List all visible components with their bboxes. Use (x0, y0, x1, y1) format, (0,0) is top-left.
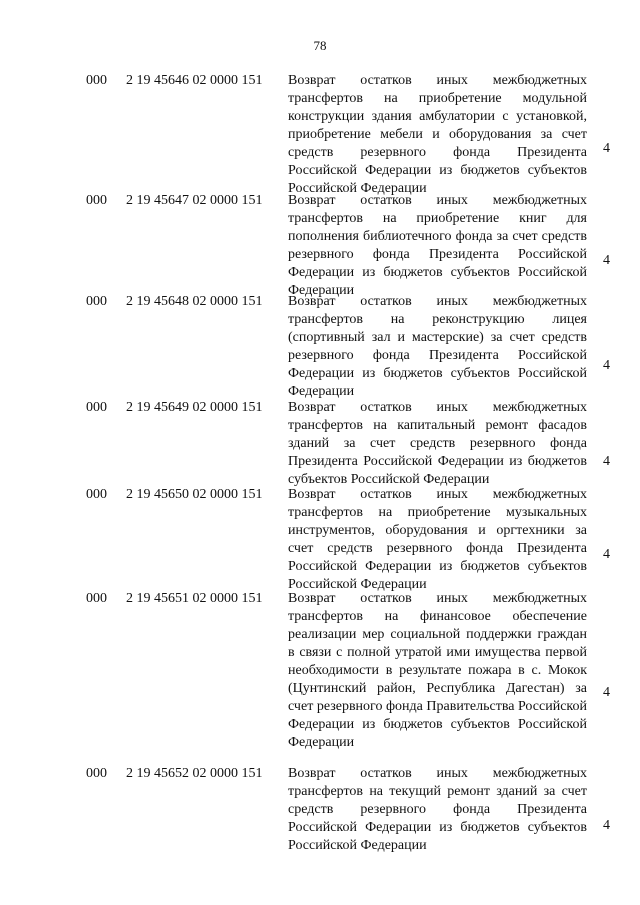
income-code: 2 19 45648 02 0000 151 (126, 294, 263, 309)
row-value: 4 (603, 685, 610, 700)
admin-code: 000 (86, 591, 107, 606)
income-code: 2 19 45650 02 0000 151 (126, 487, 263, 502)
page-number: 78 (313, 38, 327, 53)
admin-code: 000 (86, 766, 107, 781)
row-value: 4 (603, 141, 610, 156)
income-code: 2 19 45651 02 0000 151 (126, 591, 263, 606)
income-code: 2 19 45649 02 0000 151 (126, 400, 263, 415)
admin-code: 000 (86, 400, 107, 415)
row-description: Возврат остатков иных межбюджетных трансфертов на финансовое обеспечение реализации мер социальной поддержки граждан в связи с полной утратой ими имущества первой необходимости в результате пожара в с. Мокок (Цунтинский район, Республика Дагестан) за счет резервного фонда Правительства Российской Федерации из бюджетов субъектов Российской Федерации (288, 591, 587, 750)
row-description: Возврат остатков иных межбюджетных трансфертов на приобретение книг для пополнения библиотечного фонда за счет средств резервного фонда Президента Российской Федерации из бюджетов субъектов Российской Федерации (288, 193, 587, 298)
admin-code: 000 (86, 193, 107, 208)
row-value: 4 (603, 547, 610, 562)
row-value: 4 (603, 358, 610, 373)
income-code: 2 19 45647 02 0000 151 (126, 193, 263, 208)
income-code: 2 19 45646 02 0000 151 (126, 73, 263, 88)
admin-code: 000 (86, 487, 107, 502)
admin-code: 000 (86, 294, 107, 309)
admin-code: 000 (86, 73, 107, 88)
income-code: 2 19 45652 02 0000 151 (126, 766, 263, 781)
row-description: Возврат остатков иных межбюджетных трансфертов на приобретение модульной конструкции здания амбулатории с установкой, приобретение мебели и оборудования за счет средств резервного фонда Президента Российской Федерации из бюджетов субъектов Российской Федерации (288, 73, 587, 196)
row-description: Возврат остатков иных межбюджетных трансфертов на приобретение музыкальных инструментов, оборудования и оргтехники за счет средств резервного фонда Президента Российской Федерации из бюджетов субъектов Российской Федерации (288, 487, 587, 592)
row-description: Возврат остатков иных межбюджетных трансфертов на текущий ремонт зданий за счет средств резервного фонда Президента Российской Федерации из бюджетов субъектов Российской Федерации (288, 766, 587, 853)
row-description: Возврат остатков иных межбюджетных трансфертов на реконструкцию лицея (спортивный зал и мастерские) за счет средств резервного фонда Президента Российской Федерации из бюджетов субъектов Российской Федерации (288, 294, 587, 399)
row-value: 4 (603, 818, 610, 833)
row-value: 4 (603, 253, 610, 268)
row-value: 4 (603, 454, 610, 469)
row-description: Возврат остатков иных межбюджетных трансфертов на капитальный ремонт фасадов зданий за счет средств резервного фонда Президента Российской Федерации из бюджетов субъектов Российской Федерации (288, 400, 587, 487)
